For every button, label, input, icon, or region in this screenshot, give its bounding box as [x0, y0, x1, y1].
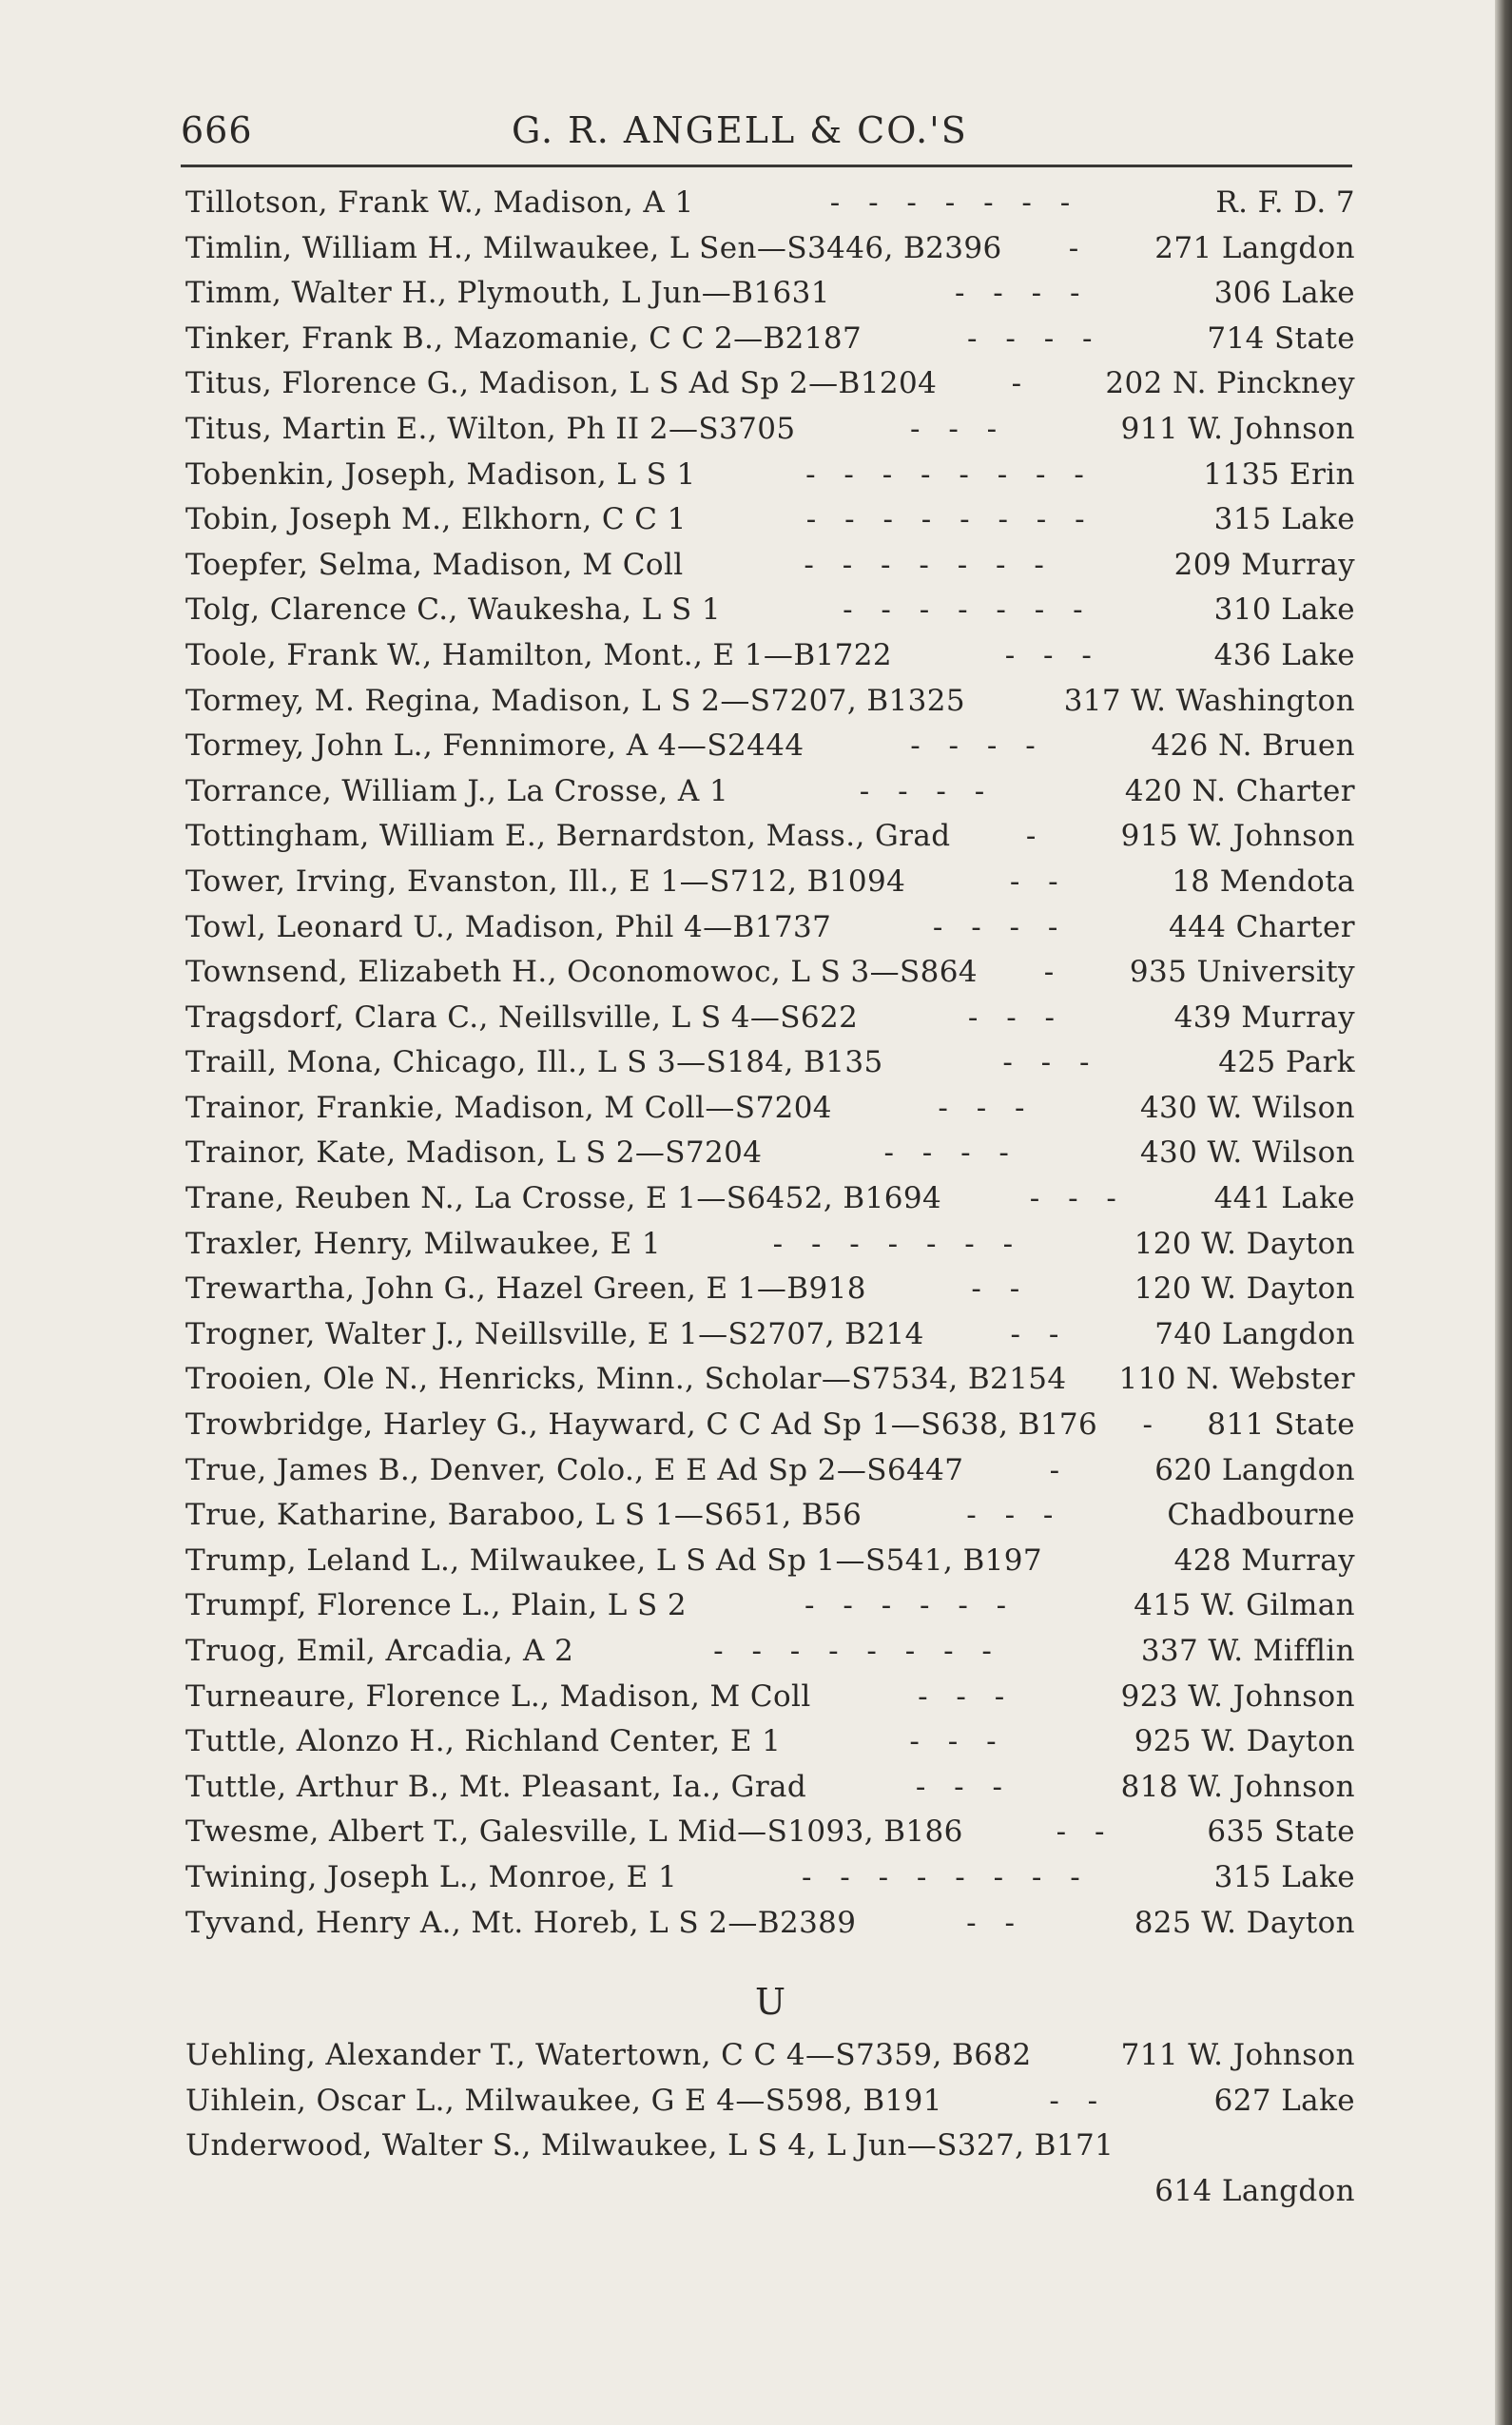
entry-address: 337 W. Mifflin [1140, 1634, 1355, 1668]
directory-entry [185, 366, 1355, 412]
entry-leader: - - - - - - - - [805, 502, 1095, 537]
entry-leader: - - - - - - - - [713, 1634, 1001, 1668]
entry-leader: - - - [915, 1769, 1012, 1804]
entry-name: Tower, Irving, Evanston, Ill., E 1—S712, B1094 [185, 863, 906, 899]
entry-address: 627 Lake [1213, 2083, 1355, 2118]
entry-leader: - - - - - - - [829, 185, 1080, 220]
directory-entry [185, 2038, 1355, 2084]
entry-address: R. F. D. 7 [1215, 185, 1355, 220]
entry-leader: - - - [967, 999, 1065, 1035]
entry-name: Traill, Mona, Chicago, Ill., L S 3—S184, B135 [185, 1045, 883, 1080]
directory-entry [185, 2084, 1355, 2129]
entry-address: 620 Langdon [1154, 1452, 1355, 1487]
entry-name: Trainor, Frankie, Madison, M Coll—S7204 [185, 1090, 832, 1125]
page-edge [1495, 0, 1512, 2425]
entry-name: Trumpf, Florence L., Plain, L S 2 [185, 1588, 688, 1623]
directory-entry [185, 1135, 1355, 1181]
directory-entry [185, 2128, 1355, 2174]
directory-entries-t [185, 185, 1355, 1950]
directory-entry [185, 1724, 1355, 1770]
entry-address: 415 W. Gilman [1134, 1588, 1355, 1623]
entry-name: Tragsdorf, Clara C., Neillsville, L S 4—S622 [185, 999, 859, 1035]
entry-name: Twesme, Albert T., Galesville, L Mid—S1093, B186 [185, 1814, 963, 1850]
directory-entry [185, 1271, 1355, 1317]
entry-name: Toepfer, Selma, Madison, M Coll [185, 547, 684, 582]
entry-leader: - - - [1029, 1181, 1126, 1216]
entry-address: 202 N. Pinckney [1105, 366, 1355, 401]
entry-address: 444 Charter [1168, 909, 1355, 944]
page-header [181, 109, 1350, 166]
entry-leader: - - - - [932, 909, 1068, 944]
entry-address: 825 W. Dayton [1134, 1905, 1355, 1940]
entry-name: Underwood, Walter S., Milwaukee, L S 4, L Jun—S327, B171 [185, 2128, 1115, 2163]
entry-leader: - [1043, 955, 1064, 990]
entry-address: 439 Murray [1173, 999, 1355, 1035]
entry-name: Tormey, John L., Fennimore, A 4—S2444 [185, 728, 804, 764]
entry-address: 317 W. Washington [1063, 683, 1355, 718]
directory-entry [185, 1362, 1355, 1407]
entry-name: Toole, Frank W., Hamilton, Mont., E 1—B1722 [185, 637, 892, 672]
entry-name: Traxler, Henry, Milwaukee, E 1 [185, 1226, 662, 1261]
entry-leader: - - - [966, 1498, 1063, 1533]
entry-address: 935 University [1129, 955, 1355, 990]
directory-entry [185, 1906, 1355, 1951]
entry-leader: - [1049, 1452, 1070, 1487]
directory-entry [185, 1543, 1355, 1589]
entry-leader: - - [966, 1905, 1024, 1940]
directory-entry [185, 1453, 1355, 1499]
directory-entry [185, 412, 1355, 457]
directory-entry [185, 1634, 1355, 1679]
entry-leader: - - - - - - - [843, 592, 1093, 628]
entry-leader: - - - - [954, 276, 1090, 311]
entry-leader: - [1142, 1407, 1163, 1443]
directory-entry [185, 592, 1355, 638]
directory-entry [185, 185, 1355, 231]
entry-name: Tobenkin, Joseph, Madison, L S 1 [185, 456, 696, 492]
entry-address: 811 State [1207, 1407, 1355, 1443]
entry-address: 426 N. Bruen [1151, 728, 1355, 764]
entry-address: 120 W. Dayton [1134, 1271, 1355, 1307]
entry-address: 209 Murray [1173, 547, 1355, 582]
directory-entry [185, 276, 1355, 321]
entry-leader: - - [1009, 863, 1068, 899]
entry-address: 315 Lake [1213, 1859, 1355, 1894]
entry-address: 441 Lake [1213, 1181, 1355, 1216]
directory-entry [185, 728, 1355, 774]
entry-name: Tinker, Frank B., Mazomanie, C C 2—B2187 [185, 320, 863, 356]
entry-address: 420 N. Charter [1124, 773, 1355, 808]
entry-leader: - [1025, 819, 1046, 854]
directory-entry [185, 1000, 1355, 1046]
entry-name: Torrance, William J., La Crosse, A 1 [185, 773, 729, 808]
entry-name: Trogner, Walter J., Neillsville, E 1—S2707, B214 [185, 1316, 924, 1351]
entry-address: Chadbourne [1167, 1498, 1355, 1533]
directory-entry [185, 1770, 1355, 1815]
entry-address: 120 W. Dayton [1134, 1226, 1355, 1261]
entry-leader: - - - - [910, 728, 1045, 764]
directory-entry [185, 864, 1355, 910]
entry-name: Timm, Walter H., Plymouth, L Jun—B1631 [185, 276, 830, 311]
entry-name: Tobin, Joseph M., Elkhorn, C C 1 [185, 502, 687, 537]
entry-address: 714 State [1207, 320, 1355, 356]
running-title: G. R. ANGELL & CO.'S [512, 109, 968, 151]
entry-address: 425 Park [1218, 1045, 1355, 1080]
section-heading-u [185, 1981, 1355, 2038]
directory-entry [185, 1814, 1355, 1860]
directory-entries-u [185, 2038, 1355, 2219]
entry-address: 18 Mendota [1172, 863, 1355, 899]
directory-entry [185, 548, 1355, 593]
entry-address: 430 W. Wilson [1139, 1135, 1355, 1171]
entry-leader: - - - [909, 1724, 1006, 1759]
entry-leader: - - [971, 1271, 1030, 1307]
entry-name: Towl, Leonard U., Madison, Phil 4—B1737 [185, 909, 832, 944]
entry-name: Turneaure, Florence L., Madison, M Coll [185, 1678, 811, 1714]
directory-entry [185, 1860, 1355, 1906]
directory-entry [185, 684, 1355, 729]
entry-address: 428 Murray [1173, 1542, 1355, 1578]
entry-leader: - - - - - - - - [801, 1859, 1090, 1894]
entry-address: 915 W. Johnson [1120, 819, 1355, 854]
directory-entry [185, 1091, 1355, 1136]
entry-name: Tottingham, William E., Bernardston, Mass., Grad [185, 819, 951, 854]
entry-address: 925 W. Dayton [1134, 1724, 1355, 1759]
entry-address: 315 Lake [1213, 502, 1355, 537]
entry-address: 110 N. Webster [1118, 1362, 1355, 1397]
entry-leader: - - - [938, 1090, 1035, 1125]
entry-address: 911 W. Johnson [1120, 411, 1355, 446]
entry-leader: - - - - - - - [804, 547, 1054, 582]
entry-name: True, James B., Denver, Colo., E E Ad Sp 2—S6447 [185, 1452, 964, 1487]
entry-name: Trooien, Ole N., Henricks, Minn., Scholar—S7534, B2154 [185, 1362, 1067, 1397]
entry-name: Tyvand, Henry A., Mt. Horeb, L S 2—B2389 [185, 1905, 857, 1940]
entry-leader: - - [1010, 1316, 1069, 1351]
entry-address: 635 State [1207, 1814, 1355, 1850]
entry-name: Tolg, Clarence C., Waukesha, L S 1 [185, 592, 722, 628]
entry-name: Uehling, Alexander T., Watertown, C C 4—S7359, B682 [185, 2038, 1032, 2072]
directory-entry [185, 321, 1355, 367]
section-letter: U [754, 1981, 786, 2023]
entry-leader: - - - [910, 411, 1007, 446]
entry-leader: - - - [1002, 1045, 1099, 1080]
header-rule [181, 165, 1352, 167]
entry-leader: - - - - [859, 773, 995, 808]
entry-leader: - [1011, 366, 1032, 401]
entry-address: 740 Langdon [1154, 1316, 1355, 1351]
entry-address: 1135 Erin [1203, 456, 1355, 492]
entry-address: 711 W. Johnson [1120, 2038, 1355, 2072]
entry-continuation-address: 614 Langdon [1154, 2173, 1355, 2208]
entry-name: Titus, Martin E., Wilton, Ph II 2—S3705 [185, 411, 796, 446]
page-number: 666 [181, 109, 253, 151]
entry-name: Tormey, M. Regina, Madison, L S 2—S7207, B1325 [185, 683, 966, 718]
directory-entry [185, 1498, 1355, 1543]
entry-address: 310 Lake [1213, 592, 1355, 628]
entry-address: 430 W. Wilson [1139, 1090, 1355, 1125]
directory-entry [185, 955, 1355, 1000]
directory-entry [185, 502, 1355, 548]
entry-name: Uihlein, Oscar L., Milwaukee, G E 4—S598, B191 [185, 2083, 942, 2118]
directory-entry [185, 638, 1355, 684]
directory-entry [185, 231, 1355, 277]
directory-entry [185, 1679, 1355, 1725]
entry-name: Trane, Reuben N., La Crosse, E 1—S6452, B1694 [185, 1181, 942, 1216]
entry-address: 818 W. Johnson [1120, 1769, 1355, 1804]
directory-entry [185, 1045, 1355, 1091]
directory-entry [185, 819, 1355, 864]
entry-leader: - - - - - - [804, 1588, 1017, 1623]
entry-leader: - - - [918, 1678, 1015, 1714]
entry-name: Tuttle, Alonzo H., Richland Center, E 1 [185, 1724, 782, 1759]
entry-leader: - - - [1004, 637, 1101, 672]
directory-entry [185, 1227, 1355, 1272]
entry-name: Tillotson, Frank W., Madison, A 1 [185, 185, 694, 220]
directory-entry [185, 774, 1355, 820]
entry-leader: - - - - - - - - [805, 456, 1094, 492]
directory-entry [185, 1317, 1355, 1363]
entry-name: Trump, Leland L., Milwaukee, L S Ad Sp 1—S541, B197 [185, 1542, 1043, 1578]
entry-name: Trainor, Kate, Madison, L S 2—S7204 [185, 1135, 763, 1171]
entry-name: Twining, Joseph L., Monroe, E 1 [185, 1859, 678, 1894]
entry-name: Titus, Florence G., Madison, L S Ad Sp 2—B1204 [185, 366, 938, 401]
entry-address: 436 Lake [1213, 637, 1355, 672]
entry-address: 923 W. Johnson [1120, 1678, 1355, 1714]
directory-entry [185, 1181, 1355, 1227]
entry-name: Tuttle, Arthur B., Mt. Pleasant, Ia., Grad [185, 1769, 807, 1804]
directory-entry [185, 910, 1355, 956]
entry-address: 271 Langdon [1154, 230, 1355, 265]
entry-name: Truog, Emil, Arcadia, A 2 [185, 1634, 574, 1668]
entry-leader: - - [1056, 1814, 1115, 1850]
entry-leader: - - - - - - - [772, 1226, 1023, 1261]
entry-leader: - - - - [967, 320, 1102, 356]
entry-name: Timlin, William H., Milwaukee, L Sen—S3446, B2396 [185, 230, 1002, 265]
entry-name: Trewartha, John G., Hazel Green, E 1—B918 [185, 1271, 866, 1307]
entry-leader: - [1068, 230, 1089, 265]
entry-name: True, Katharine, Baraboo, L S 1—S651, B56 [185, 1498, 863, 1533]
entry-address: 306 Lake [1213, 276, 1355, 311]
entry-name: Trowbridge, Harley G., Hayward, C C Ad Sp 1—S638, B176 [185, 1407, 1098, 1443]
entry-leader: - - - - [883, 1135, 1018, 1171]
directory-entry [185, 1588, 1355, 1634]
directory-entry [185, 457, 1355, 503]
directory-entry [185, 1407, 1355, 1453]
entry-name: Townsend, Elizabeth H., Oconomowoc, L S 3—S864 [185, 955, 978, 990]
entry-leader: - - [1049, 2083, 1108, 2118]
